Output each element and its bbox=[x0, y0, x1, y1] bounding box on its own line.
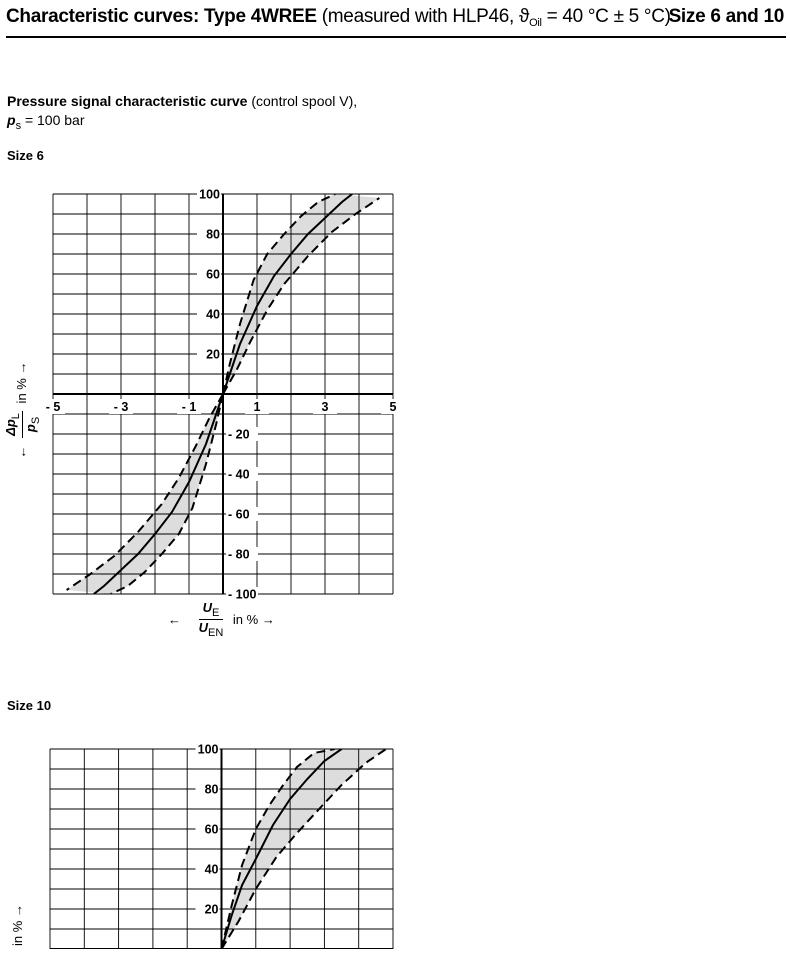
y-axis-down-arrow: ← bbox=[13, 445, 29, 459]
ps-value: = 100 bar bbox=[21, 112, 85, 128]
intro-supply-pressure bbox=[7, 112, 85, 132]
intro-title bbox=[7, 93, 357, 109]
y-tick-label: - 60 bbox=[228, 507, 250, 522]
chart-size6 bbox=[0, 180, 420, 660]
x-numer-sub: E bbox=[211, 607, 220, 619]
x-tick-label: - 5 bbox=[45, 400, 61, 414]
y-tick-label: 100 bbox=[199, 187, 220, 202]
header-temperature: = 40 °C ± 5 °C) bbox=[541, 6, 671, 27]
y-tick-label: 40 bbox=[204, 862, 219, 877]
x-tick-label: 1 bbox=[253, 400, 261, 414]
x-axis-unit: in % → bbox=[232, 612, 275, 627]
y-tick-label: - 40 bbox=[228, 467, 250, 482]
y-axis-label bbox=[3, 345, 43, 475]
intro-bold: Pressure signal characteristic curve bbox=[7, 93, 248, 109]
y-tick-label: 20 bbox=[206, 347, 220, 362]
x-tick-label: - 1 bbox=[181, 400, 197, 414]
y-tick-label: - 20 bbox=[228, 427, 250, 442]
header-title: Characteristic curves: Type 4WREE bbox=[6, 6, 317, 27]
y-tick-label: 80 bbox=[206, 227, 220, 242]
y-tick-label: 20 bbox=[204, 902, 219, 917]
page-header bbox=[6, 6, 786, 38]
y-numer: Δp bbox=[3, 419, 18, 436]
x-tick-label: 3 bbox=[321, 400, 329, 414]
y-tick-label: 60 bbox=[204, 822, 219, 837]
header-oil-sub: Oil bbox=[529, 17, 542, 29]
x-denom-sub: EN bbox=[208, 627, 224, 639]
y-tick-label: - 80 bbox=[228, 547, 250, 562]
y-axis-unit-size10: in % → bbox=[10, 904, 25, 946]
x-denom: U bbox=[198, 620, 209, 635]
intro-normal: (control spool V), bbox=[247, 93, 358, 109]
y-tick-label: - 100 bbox=[228, 587, 257, 602]
header-size-label: Size 6 and 10 bbox=[668, 6, 784, 27]
y-tick-label: 40 bbox=[206, 307, 220, 322]
section-size6-title: Size 6 bbox=[7, 148, 44, 163]
header-conditions: (measured with HLP46, ϑ bbox=[316, 6, 530, 27]
y-axis-unit: in % → bbox=[13, 361, 29, 404]
ps-symbol: p bbox=[7, 112, 16, 128]
y-axis-label-size10 bbox=[10, 885, 30, 965]
x-numer: U bbox=[202, 600, 212, 615]
y-tick-label: 80 bbox=[204, 782, 219, 797]
x-tick-label: 5 bbox=[389, 400, 397, 414]
y-tick-label: 100 bbox=[197, 742, 219, 757]
x-axis-label bbox=[168, 600, 298, 639]
x-tick-label: - 3 bbox=[113, 400, 129, 414]
y-denom-sub: S bbox=[30, 416, 42, 425]
y-denom: p bbox=[23, 424, 38, 433]
x-axis-left-arrow: ← bbox=[168, 612, 181, 627]
ps-sub: s bbox=[15, 120, 22, 132]
section-size10-title: Size 10 bbox=[7, 698, 52, 713]
chart-size10 bbox=[0, 735, 420, 949]
y-numer-sub: L bbox=[10, 413, 22, 420]
y-tick-label: 60 bbox=[206, 267, 220, 282]
